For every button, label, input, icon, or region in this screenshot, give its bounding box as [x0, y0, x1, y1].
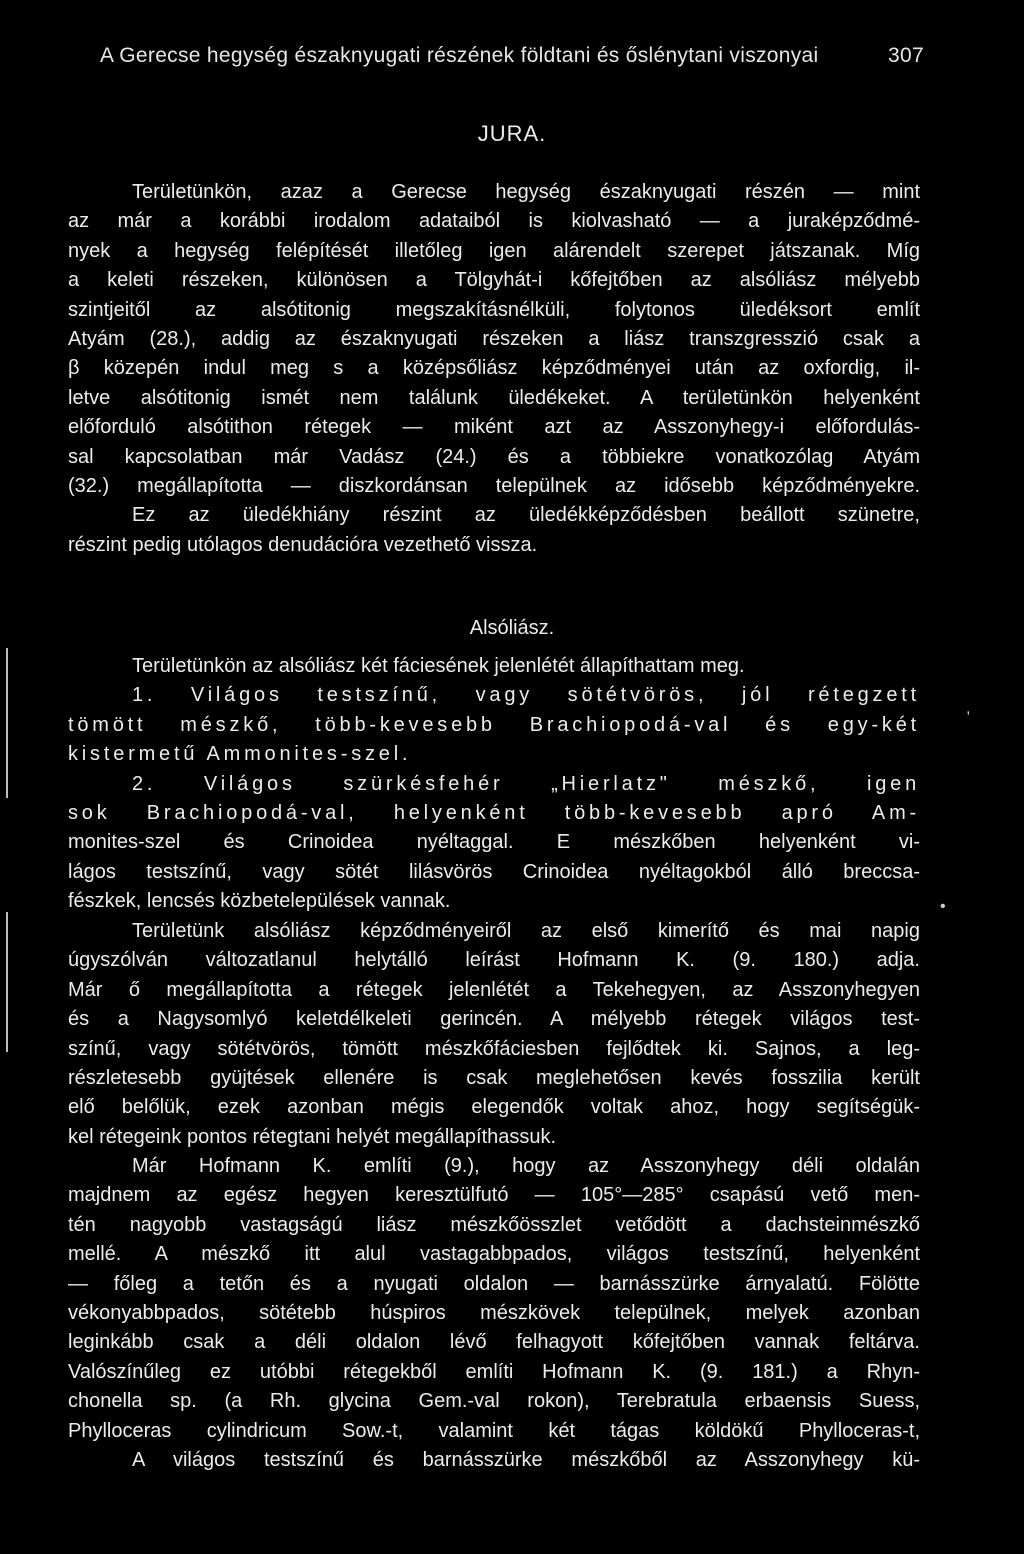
- text-line: vékonyabbpados, sötétebb húspiros mészkövek települnek, melyek azonban: [68, 1301, 920, 1324]
- text-line: és a Nagysomlyó keletdélkeleti gerincén. A mélyebb rétegek világos test-: [68, 1008, 920, 1031]
- text-line: majdnem az egész hegyen keresztülfutó — 105°—285° csapású vető men-: [68, 1184, 920, 1207]
- section-title: JURA.: [477, 121, 547, 146]
- text-line: előforduló alsótithon rétegek — miként azt az Asszonyhegy-i előfordulás-: [68, 416, 920, 439]
- paragraph-4: [68, 1152, 920, 1475]
- text-line: Valószínűleg ez utóbbi rétegekből említi Hofmann K. (9. 181.) a Rhyn-: [68, 1360, 920, 1383]
- text-line: leginkább csak a déli oldalon lévő felhagyott kőfejtőben vannak feltárva.: [68, 1331, 920, 1354]
- text-line: nyek a hegység felépítését illetőleg igen alárendelt szerepet játszanak. Míg: [68, 239, 920, 262]
- paragraph-2: [68, 652, 920, 917]
- text-line: lágos testszínű, vagy sötét lilásvörös Crinoidea nyéltagokból álló breccsa-: [68, 860, 920, 883]
- text-line: mellé. A mészkő itt alul vastagabbpados, világos testszínű, helyenként: [68, 1243, 920, 1266]
- text-line: szintjeitől az alsótitonig megszakításnélküli, folytonos üledéksort említ: [68, 298, 920, 321]
- text-line: Területünk alsóliász képződményeiről az első kimerítő és mai napig: [132, 920, 920, 942]
- text-line: (32.) megállapította — diszkordánsan települnek az idősebb képződményekre.: [68, 474, 920, 497]
- running-header: [100, 44, 924, 68]
- text-line: kel rétegeink pontos rétegtani helyét megállapíthassuk.: [68, 1125, 557, 1148]
- page-number: 307: [888, 44, 924, 67]
- text-line: a keleti részeken, különösen a Tölgyhát-i kőfejtőben az alsóliász mélyebb: [68, 269, 920, 292]
- text-line: Területünkön az alsóliász két fáciesének jelenlétét állapíthattam meg.: [132, 655, 745, 677]
- text-line: sal kapcsolatban már Vadász (24.) és a többiekre vonatkozólag Atyám: [68, 445, 920, 468]
- subsection-title: Alsóliász.: [469, 617, 555, 639]
- text-line: — főleg a tetőn és a nyugati oldalon — barnásszürke árnyalatú. Fölötte: [68, 1272, 920, 1295]
- text-line: Már ő megállapította a rétegek jelenlétét a Tekehegyen, az Asszonyhegyen: [68, 978, 920, 1001]
- text-line: 1. Világos testszínű, vagy sötétvörös, jól rétegzett: [132, 684, 920, 707]
- stray-dot-mark: •: [940, 898, 946, 915]
- text-line: az már a korábbi irodalom adataiból is kiolvasható — a juraképződmé-: [68, 210, 920, 233]
- stray-comma-mark: ,: [966, 700, 971, 717]
- text-line: kistermetű Ammonites-szel.: [68, 743, 412, 766]
- text-line: színű, vagy sötétvörös, tömött mészkőfáciesben fejlődtek ki. Sajnos, a leg-: [68, 1037, 920, 1060]
- text-line: Atyám (28.), addig az északnyugati részeken a liász transzgresszió csak a: [68, 327, 920, 350]
- text-line: A világos testszínű és barnásszürke mészkőből az Asszonyhegy kü-: [132, 1448, 920, 1471]
- text-line: 2. Világos szürkésfehér „Hierlatz" mészkő, igen: [132, 772, 920, 795]
- text-line: részint pedig utólagos denudációra vezethető vissza.: [68, 533, 538, 556]
- text-line: monites-szel és Crinoidea nyéltaggal. E mészkőben helyenként vi-: [68, 831, 920, 854]
- text-line: sok Brachiopodá-val, helyenként több-kevesebb apró Am-: [68, 801, 920, 824]
- text-line: β közepén indul meg s a középsőliász képződményei után az oxfordig, il-: [68, 357, 920, 380]
- text-line: Ez az üledékhiány részint az üledékképződésben beállott szünetre,: [132, 504, 920, 527]
- running-title: A Gerecse hegység északnyugati részének földtani és őslénytani viszonyai: [100, 44, 819, 67]
- text-line: Már Hofmann K. említi (9.), hogy az Asszonyhegy déli oldalán: [132, 1155, 920, 1177]
- text-line: tömött mészkő, több-kevesebb Brachiopodá-val és egy-két: [68, 713, 920, 736]
- text-line: tén nagyobb vastagságú liász mészkőösszlet vetődött a dachsteinmészkő: [68, 1213, 920, 1236]
- scan-edge-line: [6, 912, 8, 1052]
- text-line: úgyszólván változatlanul helytálló leírást Hofmann K. (9. 180.) adja.: [68, 949, 920, 972]
- paragraph-1: [68, 178, 920, 560]
- text-line: elő belőlük, ezek azonban mégis elegendők voltak ahoz, hogy segítségük-: [68, 1096, 920, 1119]
- scan-edge-line: [6, 648, 8, 798]
- paragraph-3: [68, 917, 920, 1152]
- text-line: fészkek, lencsés közbetelepülések vannak.: [68, 890, 451, 913]
- text-line: Phylloceras cylindricum Sow.-t, valamint két tágas köldökű Phylloceras-t,: [68, 1419, 920, 1442]
- text-line: részletesebb gyüjtések ellenére is csak meglehetősen kevés fosszilia került: [68, 1066, 920, 1089]
- text-line: chonella sp. (a Rh. glycina Gem.-val rokon), Terebratula erbaensis Suess,: [68, 1390, 920, 1413]
- text-line: letve alsótitonig ismét nem találunk üledékeket. A területünkön helyenként: [68, 386, 920, 409]
- text-line: Területünkön, azaz a Gerecse hegység északnyugati részén — mint: [132, 181, 920, 203]
